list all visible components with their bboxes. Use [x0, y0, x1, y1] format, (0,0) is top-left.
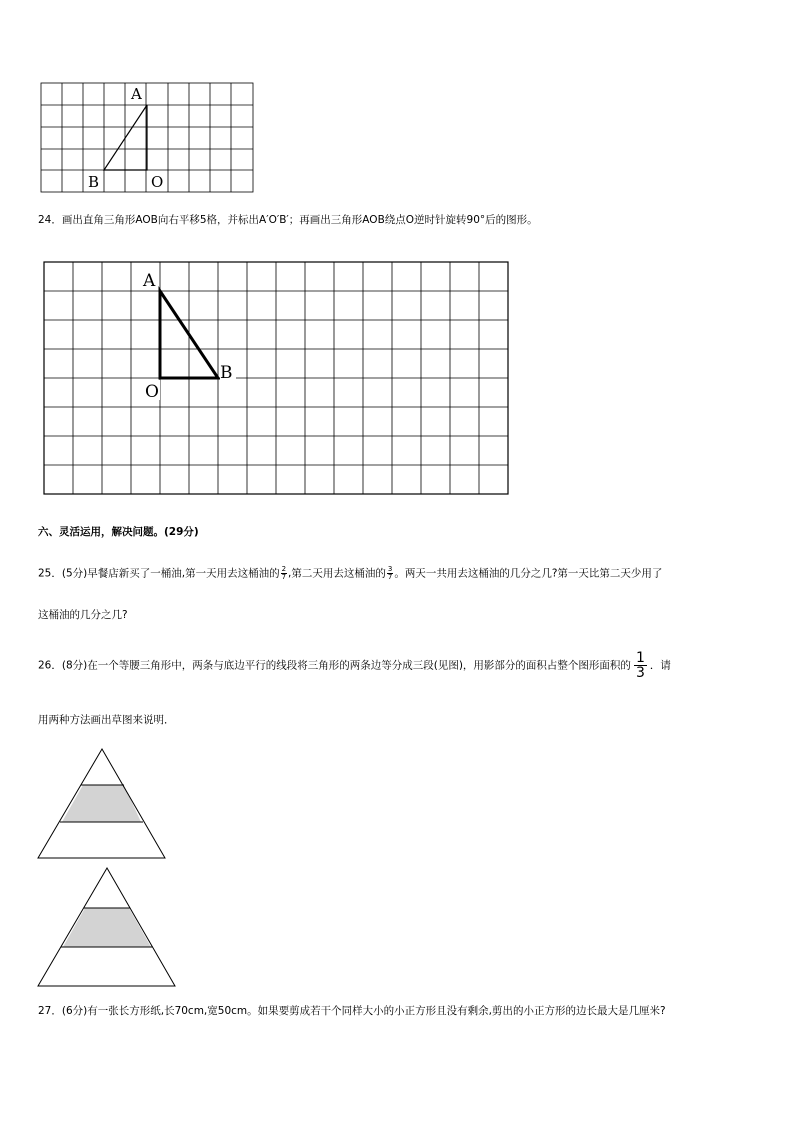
- question-26-line1: [38, 651, 671, 680]
- triangle-figure-1: [0, 740, 300, 870]
- q25-frac1-num: 2: [281, 565, 287, 573]
- question-25-line1: [38, 566, 662, 581]
- section-6-heading: 六、灵活运用，解决问题。(29分): [38, 526, 199, 538]
- question-26-line2: 用两种方法画出草图来说明．: [38, 714, 175, 726]
- triangle-figure-2: [0, 860, 300, 990]
- triangle-1-shaded-band: [62, 785, 141, 822]
- top-label-b: B: [88, 173, 100, 191]
- q25-fraction-1: [281, 566, 287, 581]
- top-triangle: [104, 105, 147, 170]
- q25-part3: 。两天一共用去这桶油的几分之几?第一天比第二天少用了: [394, 567, 663, 580]
- q26-part1: 26．(8分)在一个等腰三角形中，两条与底边平行的线段将三角形的两条边等分成三段(见图)，用影部分的面积占整个图形面积的: [38, 659, 631, 672]
- top-label-o: O: [151, 173, 164, 191]
- q25-fraction-2: [387, 566, 393, 581]
- top-label-a: A: [131, 85, 142, 103]
- question-27: 27．(6分)有一张长方形纸,长70cm,宽50cm。如果要剪成若干个同样大小的小正方形且没有剩余,剪出的小正方形的边长最大是几厘米?: [38, 1005, 666, 1017]
- grid-figure-24: [0, 250, 794, 500]
- q26-frac-den: 3: [635, 665, 645, 681]
- label-o: O: [145, 382, 159, 402]
- q25-part2: ,第二天用去这桶油的: [288, 567, 386, 580]
- top-grid-figure: [0, 0, 794, 200]
- label-b: B: [220, 363, 233, 383]
- q25-part1: 25．(5分)早餐店新买了一桶油,第一天用去这桶油的: [38, 567, 280, 580]
- q25-frac2-num: 3: [387, 565, 393, 573]
- label-a: A: [143, 271, 156, 291]
- question-25-line2: 这桶油的几分之几?: [38, 609, 128, 621]
- q25-frac1-den: 7: [281, 573, 287, 581]
- triangle-2-shaded-band: [63, 908, 151, 947]
- question-24: 24．画出直角三角形AOB向右平移5格，并标出A′O′B′；再画出三角形AOB绕点O逆时针旋转90°后的图形。: [38, 214, 538, 226]
- q25-frac2-den: 7: [387, 573, 393, 581]
- q26-frac-num: 1: [635, 650, 645, 666]
- grid-24: [44, 262, 508, 494]
- q26-fraction: [634, 651, 647, 680]
- q26-part2: ．请: [649, 659, 671, 672]
